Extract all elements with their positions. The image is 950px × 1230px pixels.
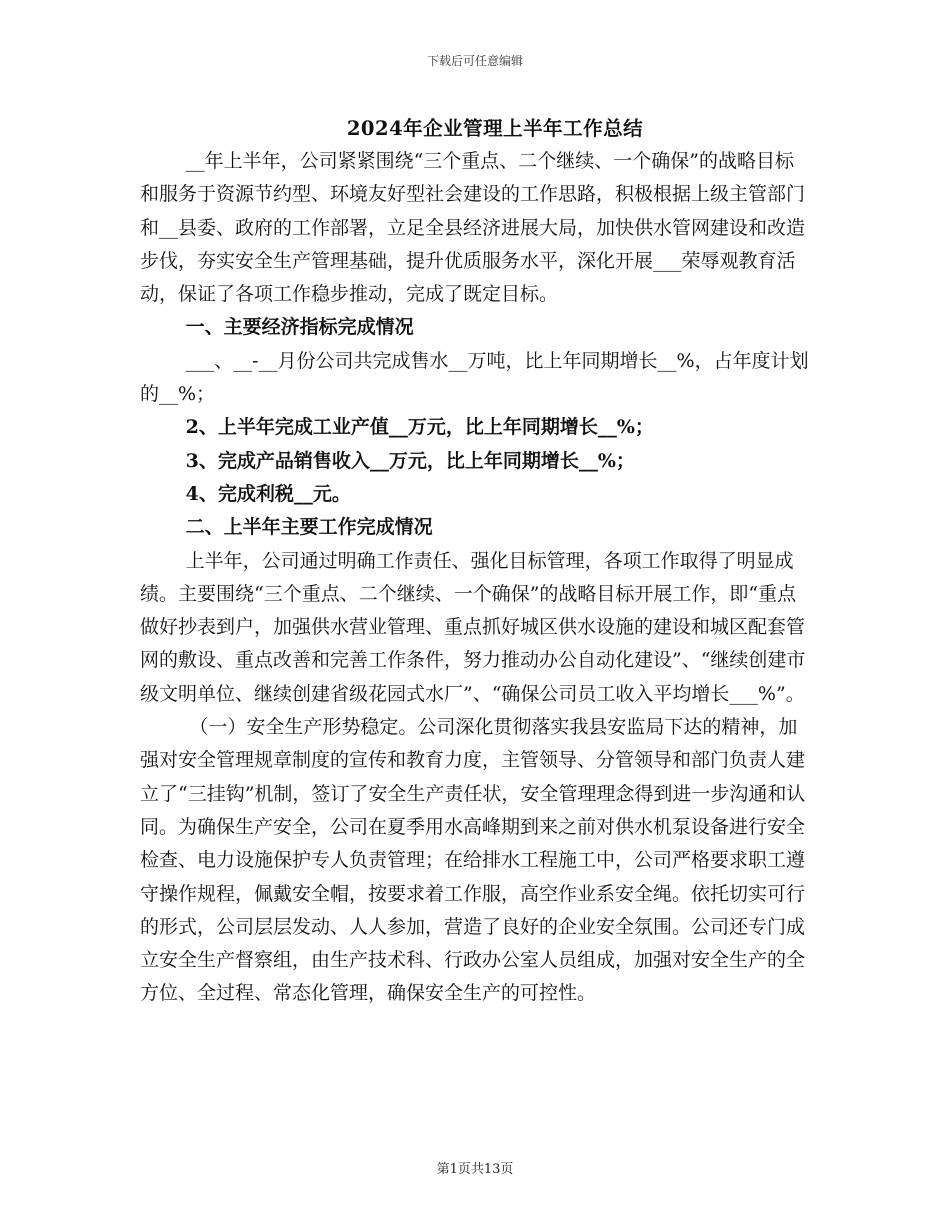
section-heading-2: 二、上半年主要工作完成情况 <box>185 516 433 539</box>
page-number: 第1页共13页 <box>436 1162 514 1177</box>
document-title: 2024年企业管理上半年工作总结 <box>346 117 644 140</box>
body-paragraph-1: 上半年，公司通过明确工作责任、强化目标管理，各项工作取得了明显成绩。主要围绕“三个重点、二个继续、一个确保”的战略目标开展工作，即“重点做好抄表到户，加强供水营业管理、重点抓好城区供水设施的建设和城区配套管网的敷设、重点改善和完善工作条件，努力推动办公自动化建设”、“继续创建市级文明单位、继续创建省级花园式水厂”、“确保公司员工收入平均增长___%”。 <box>140 549 806 705</box>
intro-paragraph: __年上半年，公司紧紧围绕“三个重点、二个继续、一个确保”的战略目标和服务于资源节约型、环境友好型社会建设的工作思路，积极根据上级主管部门和__县委、政府的工作部署，立足全县经济进展大局，加快供水管网建设和改造步伐，夯实安全生产管理基础，提升优质服务水平，深化开展___荣辱观教育活动，保证了各项工作稳步推动，完成了既定目标。 <box>140 150 806 306</box>
list-item-1: ___、__-__月份公司共完成售水__万吨，比上年同期增长__%，占年度计划的__%； <box>140 349 809 406</box>
section-heading-1: 一、主要经济指标完成情况 <box>185 316 414 339</box>
page-header-note: 下载后可任意编辑 <box>426 54 523 68</box>
document-body <box>140 145 810 1011</box>
list-item-3: 3、完成产品销售收入__万元，比上年同期增长__%； <box>185 449 635 472</box>
list-item-4: 4、完成利税__元。 <box>185 482 351 505</box>
body-paragraph-2: （一）安全生产形势稳定。公司深化贯彻落实我县安监局下达的精神，加强对安全管理规章制度的宣传和教育力度，主管领导、分管领导和部门负责人建立了“三挂钩”机制，签订了安全生产责任状，安全管理理念得到进一步沟通和认同。为确保生产安全，公司在夏季用水高峰期到来之前对供水机泵设备进行安全检查、电力设施保护专人负责管理；在给排水工程施工中，公司严格要求职工遵守操作规程，佩戴安全帽，按要求着工作服，高空作业系安全绳。依托切实可行的形式，公司层层发动、人人参加，营造了良好的企业安全氛围。公司还专门成立安全生产督察组，由生产技术科、行政办公室人员组成，加强对安全生产的全方位、全过程、常态化管理，确保安全生产的可控性。 <box>140 716 806 1005</box>
list-item-2: 2、上半年完成工业产值__万元，比上年同期增长__%； <box>185 416 654 439</box>
